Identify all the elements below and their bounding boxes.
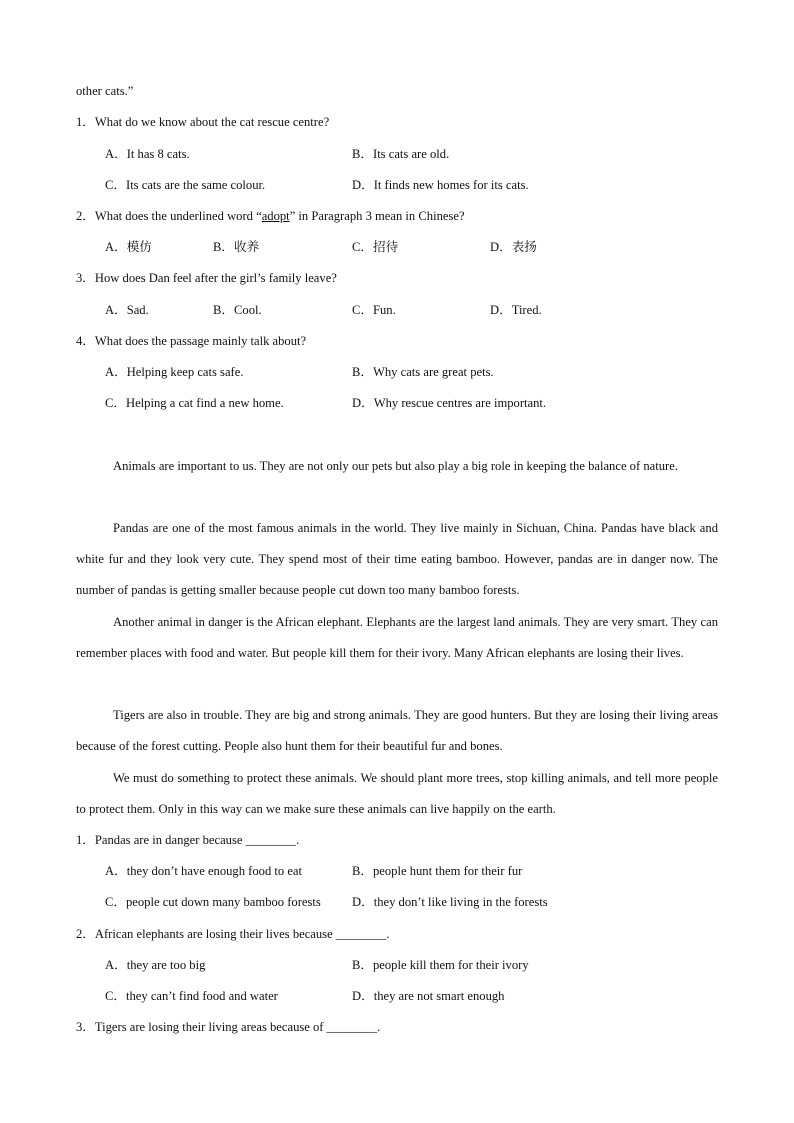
question-3-option-d[interactable]: D．Tired.	[490, 303, 542, 317]
passage-paragraph-5: We must do something to protect these animals. We should plant more trees, stop killing animals, and tell more people to protect them. Only in this way can we make sure these animals can live happily on the earth.	[76, 771, 718, 817]
question-1-option-b[interactable]: B．Its cats are old.	[352, 147, 450, 161]
question-2-option-b[interactable]: B．收养	[213, 240, 260, 254]
question-1-option-c[interactable]: C．Its cats are the same colour.	[105, 178, 266, 192]
passage-paragraph-4: Tigers are also in trouble. They are big and strong animals. They are good hunters. But they are losing their living areas because of the forest cutting. People also hunt them for their beautiful fur and bones.	[76, 708, 718, 754]
passage2-question-3-stem: 3．Tigers are losing their living areas because of ________.	[76, 1020, 381, 1034]
passage2-question-2-option-b[interactable]: B．people kill them for their ivory	[352, 958, 529, 972]
question-3-option-c[interactable]: C．Fun.	[352, 303, 396, 317]
passage-paragraph-2: Pandas are one of the most famous animals in the world. They live mainly in Sichuan, China. Pandas have black and white fur and they look very cute. They spend most of their time eating bamboo. However, pandas are in danger now. The number of pandas is getting smaller because people cut down too many bamboo forests.	[76, 521, 718, 598]
question-2-option-d[interactable]: D．表扬	[490, 240, 537, 254]
passage-continuation: other cats.”	[76, 84, 134, 98]
question-3-option-b[interactable]: B．Cool.	[213, 303, 262, 317]
question-1-stem: 1．What do we know about the cat rescue centre?	[76, 115, 330, 129]
passage-paragraph-3: Another animal in danger is the African elephant. Elephants are the largest land animals. They are very smart. They can remember places with food and water. But people kill them for their ivory. Many African elephants are losing their lives.	[76, 615, 718, 661]
passage2-question-2-option-a[interactable]: A．they are too big	[105, 958, 206, 972]
passage2-question-2-option-d[interactable]: D．they are not smart enough	[352, 989, 505, 1003]
passage-paragraph-1: Animals are important to us. They are not only our pets but also play a big role in keeping the balance of nature.	[113, 459, 678, 473]
question-2-option-a[interactable]: A．模仿	[105, 240, 152, 254]
passage2-question-1-option-a[interactable]: A．they don’t have enough food to eat	[105, 864, 303, 878]
question-2-stem-end: ” in Paragraph 3 mean in Chinese?	[289, 209, 465, 223]
passage2-question-2-stem: 2．African elephants are losing their lives because ________.	[76, 927, 390, 941]
question-3-option-a[interactable]: A．Sad.	[105, 303, 149, 317]
question-3-stem: 3．How does Dan feel after the girl’s family leave?	[76, 271, 337, 285]
passage2-question-1-option-b[interactable]: B．people hunt them for their fur	[352, 864, 523, 878]
question-4-option-c[interactable]: C．Helping a cat find a new home.	[105, 396, 284, 410]
question-1-option-a[interactable]: A．It has 8 cats.	[105, 147, 190, 161]
question-2-stem-start: 2．What does the underlined word “	[76, 209, 262, 223]
passage2-question-1-stem: 1．Pandas are in danger because ________.	[76, 833, 300, 847]
question-1-option-d[interactable]: D．It finds new homes for its cats.	[352, 178, 529, 192]
question-4-option-b[interactable]: B．Why cats are great pets.	[352, 365, 494, 379]
question-4-stem: 4．What does the passage mainly talk about?	[76, 334, 307, 348]
underlined-word: adopt	[261, 209, 290, 223]
question-4-option-d[interactable]: D．Why rescue centres are important.	[352, 396, 547, 410]
question-2-option-c[interactable]: C．招待	[352, 240, 399, 254]
question-4-option-a[interactable]: A．Helping keep cats safe.	[105, 365, 244, 379]
passage2-question-1-option-c[interactable]: C．people cut down many bamboo forests	[105, 895, 321, 909]
passage2-question-1-option-d[interactable]: D．they don’t like living in the forests	[352, 895, 548, 909]
question-2-stem	[76, 208, 465, 224]
passage2-question-2-option-c[interactable]: C．they can’t find food and water	[105, 989, 278, 1003]
